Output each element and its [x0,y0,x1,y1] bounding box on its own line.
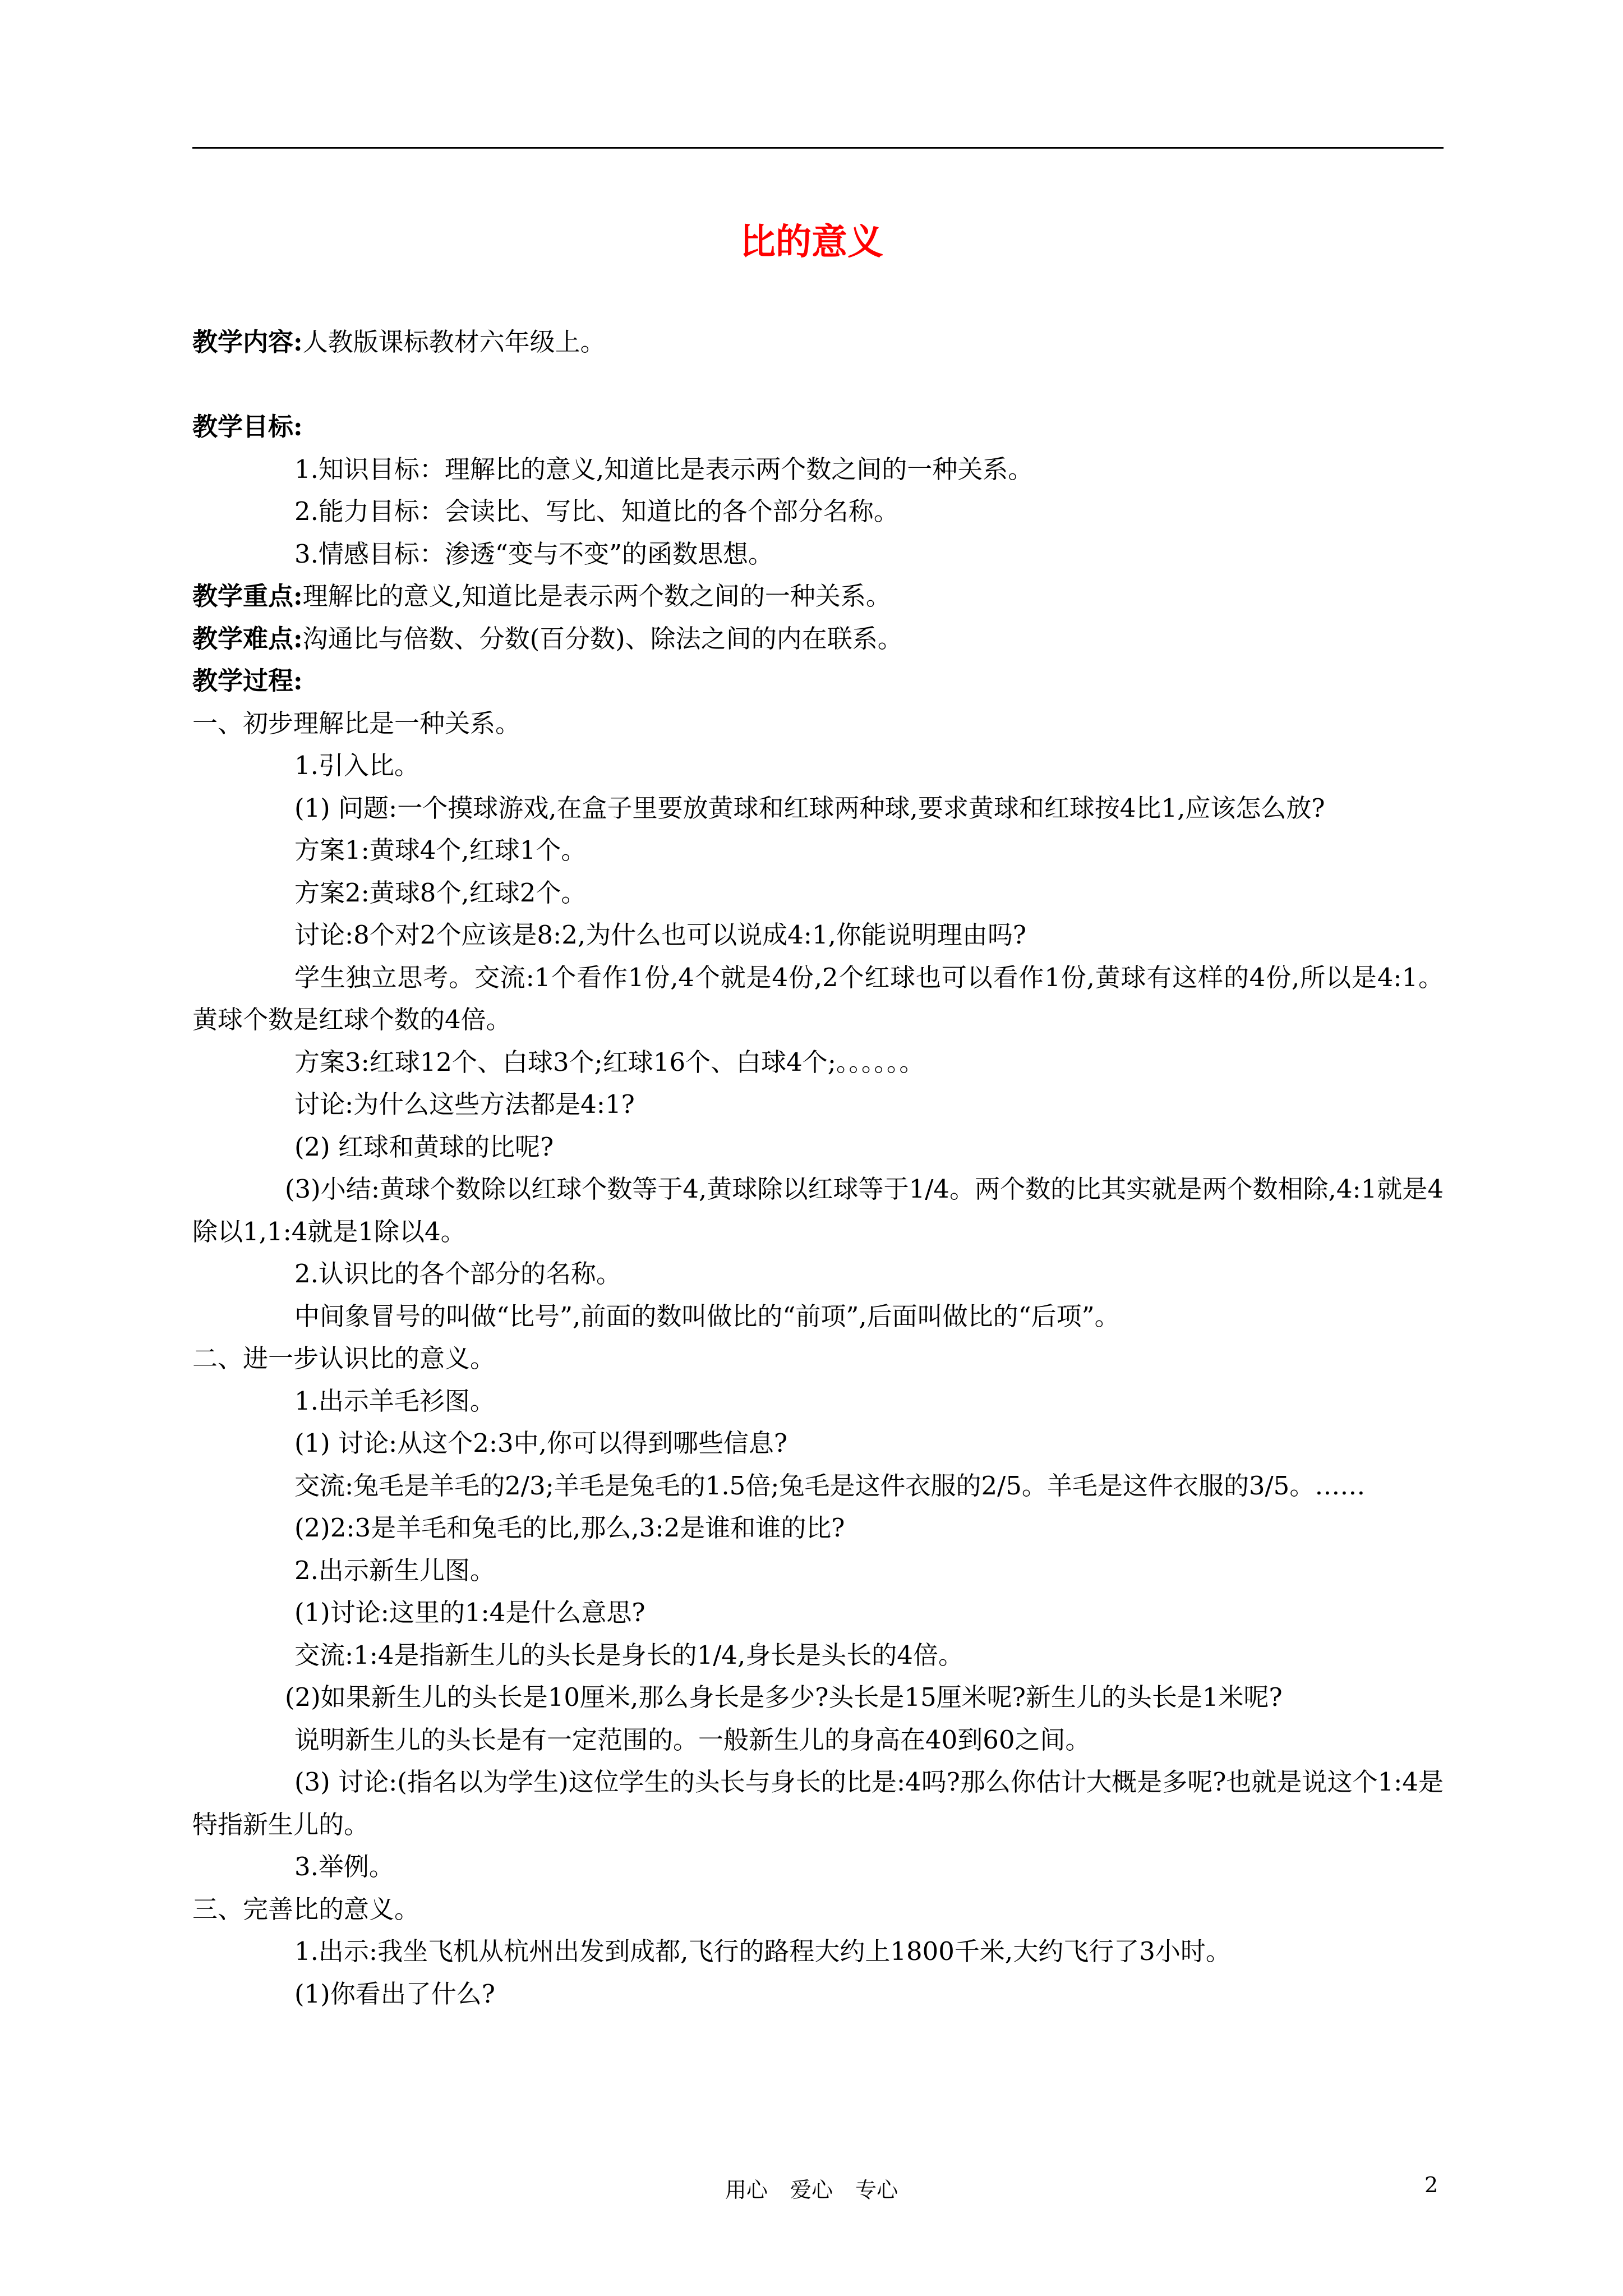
paragraph: 交流:1:4是指新生儿的头长是身长的1/4,身长是头长的4倍。 [294,1640,963,1670]
paragraph: (2)如果新生儿的头长是10厘米,那么身长是多少?头长是15厘米呢?新生儿的头长是1米呢? [285,1682,1283,1712]
subsection-title: 1.出示羊毛衫图。 [294,1386,495,1416]
subsection-title: 2.出示新生儿图。 [294,1555,495,1585]
paragraph: 说明新生儿的头长是有一定范围的。一般新生儿的身高在40到60之间。 [294,1724,1091,1755]
section-heading: 三、完善比的意义。 [192,1894,420,1924]
content-line [192,321,1444,364]
paragraph: 方案2:黄球8个,红球2个。 [294,877,587,908]
process-label: 教学过程: [192,666,303,696]
objective-item: 3.情感目标：渗透“变与不变”的函数思想。 [294,539,773,569]
difficulty-line [192,618,1444,660]
document-body [192,321,1444,2015]
content-text: 人教版课标教材六年级上。 [302,327,606,357]
objective-item: 2.能力目标：会读比、写比、知道比的各个部分名称。 [294,496,899,526]
paragraph: 讨论:8个对2个应该是8:2,为什么也可以说成4:1,你能说明理由吗? [294,920,1027,950]
header-rule [192,147,1444,149]
key-point-line [192,575,1444,618]
paragraph: (1)你看出了什么? [294,1978,495,2009]
paragraph: 方案3:红球12个、白球3个;红球16个、白球4个;。。。。。。 [294,1047,925,1077]
paragraph: 学生独立思考。交流:1个看作1份,4个就是4份,2个红球也可以看作1份,黄球有这样的4份,所以是4:1。黄球个数是红球个数的4倍。 [192,962,1444,1034]
paragraph: 讨论:为什么这些方法都是4:1? [294,1089,635,1119]
objectives-label: 教学目标: [192,412,303,441]
objective-item: 1.知识目标：理解比的意义,知道比是表示两个数之间的一种关系。 [294,454,1034,484]
paragraph: 中间象冒号的叫做“比号”,前面的数叫做比的“前项”,后面叫做比的“后项”。 [294,1301,1120,1331]
paragraph: 方案1:黄球4个,红球1个。 [294,835,587,865]
footer-motto: 用心 爱心 专心 [725,2178,898,2202]
document-title: 比的意义 [740,221,883,263]
subsection-title: 1.出示:我坐飞机从杭州出发到成都,飞行的路程大约上1800千米,大约飞行了3小时。 [294,1936,1231,1966]
subsection-title: 2.认识比的各个部分的名称。 [294,1259,621,1289]
key-point-label: 教学重点: [192,581,303,611]
paragraph: (2)2:3是羊毛和兔毛的比,那么,3:2是谁和谁的比? [294,1513,845,1543]
paragraph: (1)讨论:这里的1:4是什么意思? [294,1598,645,1627]
paragraph: (1) 讨论:从这个2:3中,你可以得到哪些信息? [294,1428,788,1458]
section-heading: 二、进一步认识比的意义。 [192,1343,496,1373]
difficulty-label: 教学难点: [192,623,303,654]
paragraph: (3) 讨论:(指名以为学生)这位学生的头长与身长的比是:4吗?那么你估计大概是多呢?也就是说这个1:4是特指新生儿的。 [192,1767,1444,1839]
paragraph: (1) 问题:一个摸球游戏,在盒子里要放黄球和红球两种球,要求黄球和红球按4比1,应该怎么放? [294,793,1325,823]
subsection-title: 1.引入比。 [294,751,419,780]
subsection-title: 3.举例。 [294,1852,394,1881]
page-number: 2 [1424,2173,1438,2197]
section-heading: 一、初步理解比是一种关系。 [192,708,521,738]
key-point-text: 理解比的意义,知道比是表示两个数之间的一种关系。 [302,581,891,611]
paragraph: (3)小结:黄球个数除以红球个数等于4,黄球除以红球等于1/4。两个数的比其实就是两个数相除,4:1就是4除以1,1:4就是1除以4。 [192,1174,1444,1246]
paragraph: (2) 红球和黄球的比呢? [294,1131,554,1162]
difficulty-text: 沟通比与倍数、分数(百分数)、除法之间的内在联系。 [302,623,903,654]
paragraph: 交流:兔毛是羊毛的2/3;羊毛是兔毛的1.5倍;兔毛是这件衣服的2/5。羊毛是这件衣服的3/5。…… [294,1470,1366,1501]
content-label: 教学内容: [192,327,303,357]
